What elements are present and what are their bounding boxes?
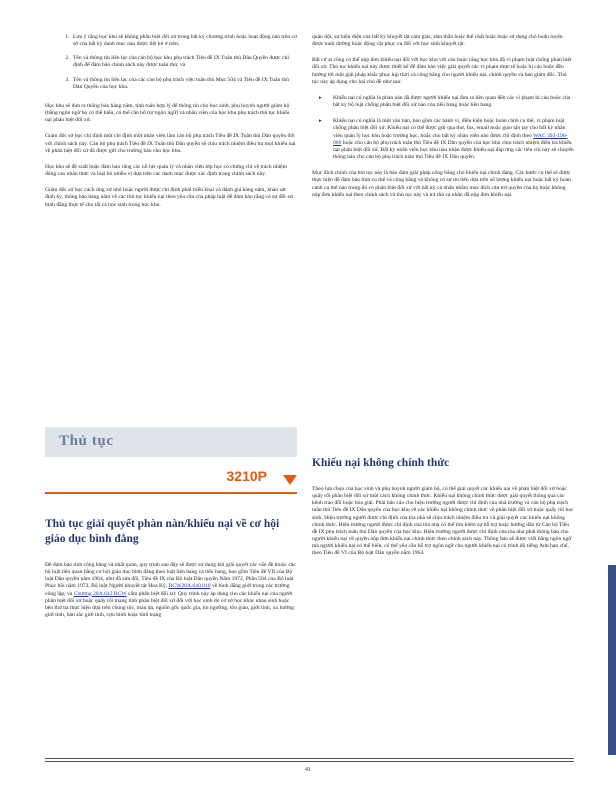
text-run: Khiếu nại có nghĩa là một văn bản, bao gồm các hành vi, điều kiện hoặc hoàn cảnh cụ thể, vi phạm luật chống phân biệt đối xử. Khiếu nại có thể được gửi qua thư, fax, email hoặc giao tận tay cho bất kỳ nhân viên quản lý học khu hoặc trường học, hoặc cho bất kỳ nhân viên nào được chỉ định theo bbox=[333, 118, 566, 139]
text-run: cấm phân biệt đối xử. Quy trình này áp dụng cho các khiếu nại của người phân biệt đối xử hoặc quấy rối mang tính phân biệt đối xử đối với học sinh do cơ sở học khác nhau sinh hoặc bên thứ ba thực hiện dựa trên chủng tộc, màu da, nguồn gốc quốc gia, tín ngưỡng, tôn giáo, giới tính, xu hướng giới tính, bản sắc giới tính, cựu binh hoặc tình trạng bbox=[45, 590, 294, 619]
left-section-body bbox=[45, 562, 297, 619]
policy-code-row bbox=[45, 466, 297, 494]
paragraph bbox=[45, 562, 297, 619]
side-accent-bar bbox=[608, 565, 616, 755]
banner-title: Thủ tục bbox=[59, 433, 114, 449]
triangle-down-icon bbox=[283, 475, 297, 485]
rcw-link[interactable]: RCW28A.640.010 bbox=[168, 583, 211, 590]
page-number: 41 bbox=[305, 767, 311, 773]
footer-divider bbox=[45, 761, 574, 762]
list-item: 2. Tên và thông tin liên lạc của cán bộ học khu phụ trách Tiêu đề IX Tuân thủ Dân Quyền được chỉ định để đảm bảo chính sách này được tuân thủ; và bbox=[71, 55, 297, 69]
right-column bbox=[312, 34, 574, 208]
list-item: 1. Lưu ý rằng học khu sẽ không phân biệt đối xử trong bất kỳ chương trình hoặc hoạt động nào trên cơ sở của bất kỳ danh mục nào được liệt kê ở trên; bbox=[71, 34, 297, 48]
footer-divider bbox=[45, 758, 574, 759]
text-run: Để đảm bảo tính công bằng và nhất quán, quy trình sau đây sẽ được sử dụng khi giải quyết các vấn đề thuộc các bộ luật liên quan bằng cơ hội giáo dục bình đẳng theo luật liên bang và tiểu bang, bao gồm Tiêu đề VII của Bộ luật Dân quyền năm 1964, như đã sửa đổi, Tiêu đề IX của Bộ luật Dân quyền Năm 1972, Phần 504 của Bộ luật Phục hồi năm 1973, Bộ luật Người khuyết tật Hoa Kỳ, bbox=[45, 562, 296, 590]
right-section-body bbox=[312, 486, 574, 558]
text-run: về bình đẳng giới trong các trường công lập, và bbox=[45, 583, 290, 597]
list-item bbox=[333, 118, 574, 161]
wac-link[interactable]: WAC 392-190-060 bbox=[333, 132, 568, 146]
left-section-heading-wrap bbox=[45, 517, 297, 547]
list-item: ▸ Khiếu nại có nghĩa là phàn nàn đã được người khiếu nại đưa ra liên quan đến các vi phạm bị cáo buộc của bất kỳ bộ luật chống phân biệt đối xử nào của tiểu bang hoặc liên bang. bbox=[333, 95, 574, 109]
text-run: hoặc cho cán bộ phụ trách tuân thủ Tiêu đề IX Dân quyền của học khu chịu trách nhiệm điều tra khiếu nại phân biệt đối xử. Bất kỳ nhân viên học khu nào nhận được khiếu nại đáp ứng các tiêu chí này sẽ chuyển thông báo cho cán bộ phụ trách tuân thủ Tiêu đề IX Dân quyền. bbox=[333, 139, 574, 161]
paragraph: Bất cứ ai cũng có thể nộp đơn khiếu nại đối với học khu với cáo buộc rằng học khu đã vi phạm luật chống phân biệt đối xử. Thủ tục khiếu nại này được thiết kế để đảm bảo việc giải quyết các vi phạm thực tế hoặc bị cáo buộc đều hướng tới một giải pháp khắc phục kịp thời và công bằng cho người khiếu nại, chính quyền và ban giám đốc. Thủ tục này áp dụng cho hai chủ đề như sau: bbox=[312, 57, 572, 85]
section-title: Thủ tục giải quyết phàn nàn/khiếu nại về cơ hội giáo dục bình đẳng bbox=[45, 518, 280, 545]
numbered-list bbox=[45, 34, 297, 91]
left-column bbox=[45, 34, 297, 218]
paragraph: Học khu sẽ đưa ra thông báo hàng năm, tính toán hợp lý để thông tin cho học sinh, phụ huynh người giám hộ (bằng ngôn ngữ họ có thể hiểu, có thể cần hỗ trợ ngôn ngữ) và nhân viên của học khu phụ trách thủ tục khiếu nại phân biệt đối xử. bbox=[45, 102, 290, 124]
list-item: 3. Tên và thông tin liên lạc của các cán bộ phụ trách việc tuân thủ Mục 504 và Tiêu đề IX Tuân thủ Dân Quyền của học khu. bbox=[71, 77, 297, 91]
paragraph: Theo lựa chọn của học sinh và phụ huynh người giám hộ, có thể giải quyết các khiếu nại về phân biệt đối xử hoặc quấy rối phân biệt đối xử một cách không chính thức. Khiếu nại không chính thức được giải quyết thông qua các kênh trao đổi hoặc hòa giải. Phải báo cáo cho hiệu trưởng người được chỉ định của nhà trường và cán bộ phụ trách tuân thủ Tiêu đề IX Dân quyền của học khu về các khiếu nại không chính thức về phân biệt đối xử hoặc quấy rối học sinh. Hiệu trưởng người được chỉ định của tòa nhà sẽ chịu trách nhiệm điều tra và giải quyết các khiếu nại không chính thức. Hiệu trưởng người được chỉ định của tòa nhà có thể tìm kiếm sự hỗ trợ hoặc hướng dẫn từ Cán bộ Tiêu đề IX phụ trách tuân thủ Dân quyền của học khu. Hiệu trưởng người được chỉ định của tòa nhà phải thông báo cho người khiếu nại về quyền nộp đơn khiếu nại chính thức theo chính sách này. Thông báo sẽ được viết bằng ngôn ngữ mà người khiếu nại có thể hiểu, có thể yêu cầu hỗ trợ ngôn ngữ cho người khiếu nại có trình độ tiếng Anh hạn chế, theo Tiêu đề VI của Bộ luật Dân quyền năm 1964. bbox=[312, 486, 574, 557]
paragraph: Học khu sẽ đề xuất hoặc đảm bảo rằng các nỗ lực quản lý và nhân viên lớp học có chứng chỉ về trách nhiệm đúng cao nhân thức và loại bỏ nhiều vị dựa trên các danh mục được xác định trong chính sách này. bbox=[45, 163, 288, 178]
section-banner bbox=[45, 427, 297, 457]
orange-divider bbox=[45, 492, 297, 494]
paragraph: Giám đốc sở học cách ứng xử nhỏ hoặc người được chỉ định phải triển khai và đánh giá hàng năm, khảo sát định kỳ, thông báo hàng năm về các thủ tục khiếu nại theo yêu cầu của pháp luật để đảm bảo rằng có sự đối xử bình đẳng thực tế cho tất cả học sinh trong học khu. bbox=[45, 187, 294, 208]
rcw-chapter-link[interactable]: Chương 28A.642 RCW bbox=[73, 590, 127, 597]
paragraph: quân đội, sự hiện diện của bất kỳ khuyết tật cảm giác, tâm thần hoặc thể chất hoặc hoặc sử dụng chó huấn luyện được nuôi dưỡng hoặc động vật phục vụ đối với học sinh khuyết tật. bbox=[312, 34, 563, 48]
policy-code: 3210P bbox=[226, 468, 267, 484]
paragraph: Giám đốc sở học chỉ định một chỉ định một nhân viên làm cán bộ phụ trách Tiêu đề IX Tuân thủ Dân quyền đối với chính sách này. Cán bộ phụ trách Tiêu đề IX Tuân thủ Dân quyền sẽ chịu trách nhiệm điều tra mọi khiếu nại về phân biệt đối xử đã được gửi cho trường bảo cho học khu. bbox=[45, 133, 296, 154]
section-title: Khiếu nại không chính thức bbox=[312, 457, 450, 469]
right-section-heading-wrap bbox=[312, 456, 574, 471]
definition-list bbox=[312, 95, 574, 161]
paragraph: Mục đích chính của thủ tục này là bảo đảm giải pháp công bằng cho khiếu nại chính đáng. Các bước cụ thể sẽ được thực hiện để đảm bảo tính cụ thể và công bằng và không có sự ưu tiên dựa trên số lượng khiếu nại hoặc bất kỳ hoàn cảnh cụ thể nào trong đó có phân biệt đối xử với bất kỳ cá nhân nhằm mục đích cản trở quyền của họ hoặc không nộp đơn khiếu nại theo chính sách và thủ tục này và trả thù cá nhân đã nộp đơn khiếu nại. bbox=[312, 170, 571, 198]
